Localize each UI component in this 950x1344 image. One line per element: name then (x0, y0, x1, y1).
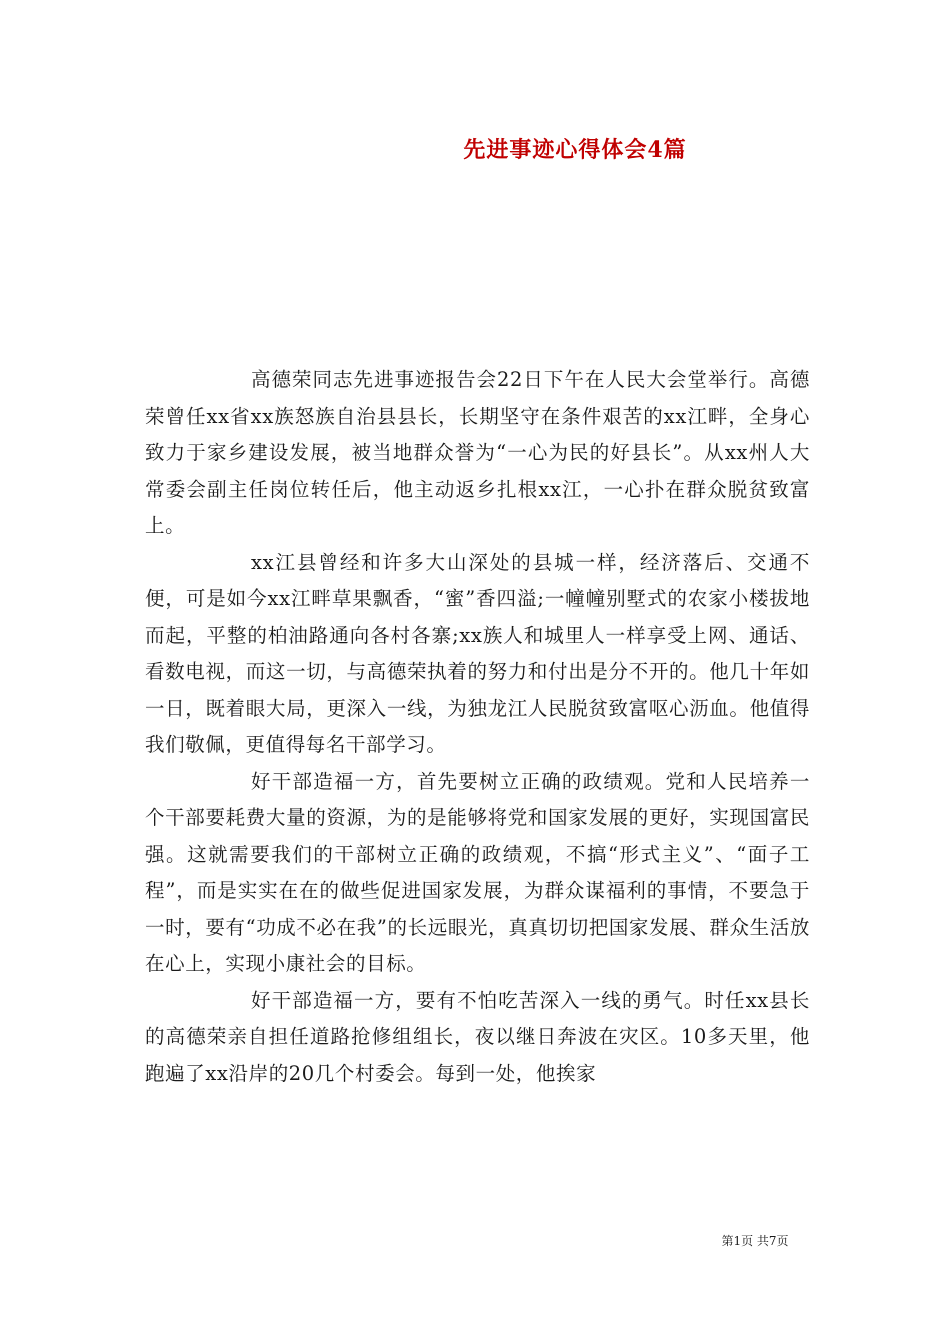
paragraph-3: 好干部造福一方，首先要树立正确的政绩观。党和人民培养一个干部要耗费大量的资源，为的是能够将党和国家发展的更好，实现国富民强。这就需要我们的干部树立正确的政绩观，不搞“形式主义”、“面子工程”，而是实实在在的做些促进国家发展，为群众谋福利的事情，不要急于一时，要有“功成不必在我”的长远眼光，真真切切把国家发展、群众生活放在心上，实现小康社会的目标。 (145, 769, 810, 975)
paragraph-4: 好干部造福一方，要有不怕吃苦深入一线的勇气。时任xx县长的高德荣亲自担任道路抢修组组长，夜以继日奔波在灾区。10多天里，他跑遍了xx沿岸的20几个村委会。每到一处，他挨家 (145, 988, 810, 1085)
page-number-footer: 第1页 共7页 (721, 1234, 789, 1248)
document-body (145, 362, 810, 1092)
paragraph-1: 高德荣同志先进事迹报告会22日下午在人民大会堂举行。高德荣曾任xx省xx族怒族自治县县长，长期坚守在条件艰苦的xx江畔，全身心致力于家乡建设发展，被当地群众誉为“一心为民的好县长”。从xx州人大常委会副主任岗位转任后，他主动返乡扎根xx江，一心扑在群众脱贫致富上。 (145, 368, 810, 537)
paragraph-2: xx江县曾经和许多大山深处的县城一样，经济落后、交通不便，可是如今xx江畔草果飘香，“蜜”香四溢;一幢幢别墅式的农家小楼拔地而起，平整的柏油路通向各村各寨;xx族人和城里人一样享受上网、通话、看数电视，而这一切，与高德荣执着的努力和付出是分不开的。他几十年如一日，既着眼大局，更深入一线，为独龙江人民脱贫致富呕心沥血。他值得我们敬佩，更值得每名干部学习。 (145, 550, 810, 756)
document-title: 先进事迹心得体会4篇 (463, 137, 687, 163)
